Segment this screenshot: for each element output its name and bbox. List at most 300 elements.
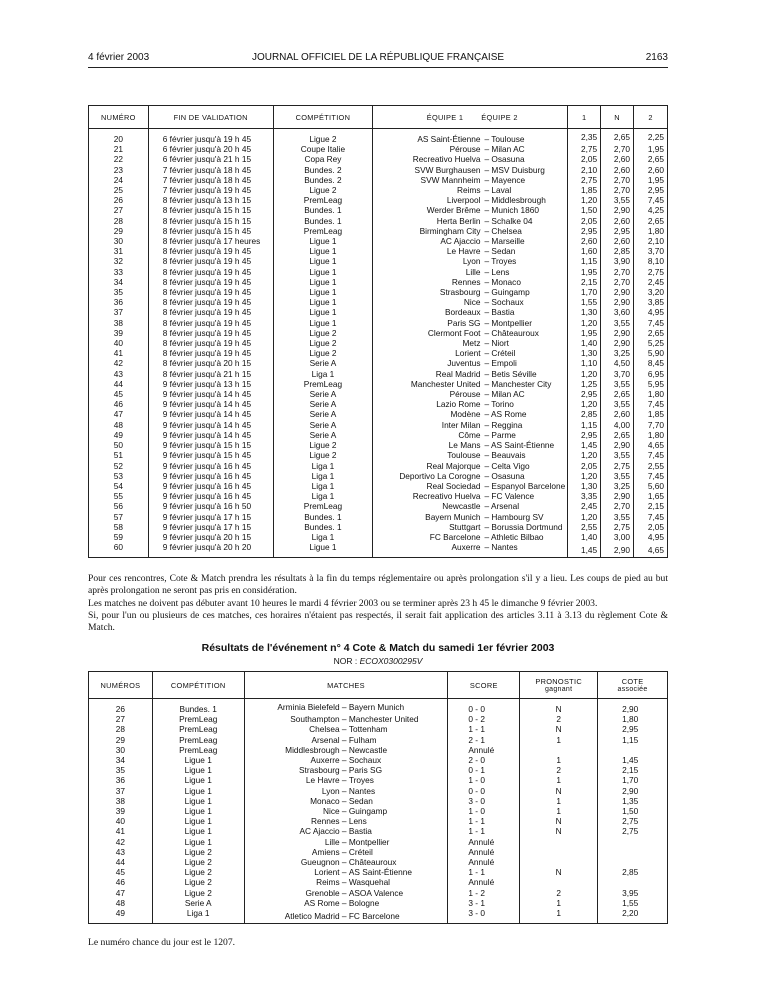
match-validation-end: 9 février jusqu'à 20 h 15 [148,532,273,542]
match-team-1: Recreativo Huelva [373,154,481,164]
result-pronostic: N [520,786,598,796]
result-pronostic: 2 [520,765,598,775]
match-competition: Serie A [273,399,373,409]
result-home-team: Auxerre [310,755,340,766]
result-cote [598,837,668,847]
match-team-2: AS Saint-Étienne [490,440,555,451]
match-number: 20 [89,129,149,145]
result-number: 42 [89,837,153,847]
odds-2: 4,95 [634,307,668,317]
match-team-2: Niort [491,338,509,349]
match-competition: Bundes. 1 [273,512,373,522]
match-competition: Serie A [273,409,373,419]
match-team-2: Monaco [491,276,521,287]
match-competition: Bundes. 1 [273,522,373,532]
result-number: 39 [89,806,153,816]
table-row [89,205,668,215]
table-row [89,307,668,317]
result-pronostic [520,857,598,867]
match-team-2: Manchester City [491,378,552,389]
result-away-team: Sochaux [348,755,382,766]
match-team-1: FC Barcelone [373,532,481,542]
header-journal-title: JOURNAL OFFICIEL DE LA RÉPUBLIQUE FRANÇAISE [251,52,505,63]
match-team-2: Hambourg SV [491,511,544,522]
match-validation-end: 9 février jusqu'à 16 h 50 [148,501,273,511]
result-cote [598,857,668,867]
team-separator: – [339,846,349,857]
result-home-team: Strasbourg [299,765,340,776]
odds-n: 2,65 [601,129,634,145]
odds-2: 2,75 [634,267,668,277]
match-team-2-cell [481,461,568,471]
match-number: 52 [89,461,149,471]
odds-2: 5,60 [634,481,668,491]
table-row [89,369,668,379]
match-number: 35 [89,287,149,297]
match-team-1: Newcastle [373,501,481,511]
match-team-2-cell [481,267,568,277]
team-separator: – [484,409,491,420]
odds-n: 3,90 [601,256,634,266]
odds-2: 2,65 [634,154,668,164]
result-home-team: Arminia Bielefeld [277,701,340,712]
odds-n: 3,55 [601,318,634,328]
result-competition: Ligue 2 [152,888,244,898]
match-team-2-cell [481,440,568,450]
match-validation-end: 8 février jusqu'à 15 h 15 [148,216,273,226]
result-home-team: AS Rome [304,897,340,908]
match-team-2: Montpellier [491,317,533,328]
match-number: 34 [89,277,149,287]
match-team-1: Le Mans [373,440,481,450]
odds-n: 2,70 [601,175,634,185]
result-cote: 1,35 [598,796,668,806]
table-row [89,287,668,297]
match-team-2-cell [481,165,568,175]
result-number: 40 [89,816,153,826]
match-team-2: Milan AC [491,389,525,400]
result-match [244,699,448,715]
team-separator: – [339,755,349,766]
result-match [244,714,448,724]
match-number: 54 [89,481,149,491]
match-validation-end: 8 février jusqu'à 21 h 15 [148,369,273,379]
match-team-2: Guingamp [491,287,530,298]
match-team-2: Laval [491,185,512,196]
matches-table-body [89,129,668,558]
match-number: 47 [89,409,149,419]
result-number: 30 [89,745,153,755]
nor-code: ECOX0300295V [359,656,423,666]
match-validation-end: 8 février jusqu'à 19 h 45 [148,348,273,358]
match-number: 49 [89,430,149,440]
team-separator: – [484,154,492,165]
match-competition: PremLeag [273,379,373,389]
match-team-1: SVW Burghausen [373,165,481,175]
result-away-team: ASOA Valence [348,887,404,898]
result-home-team: Lille [324,836,340,847]
team-separator: – [484,450,492,461]
match-competition: Bundes. 2 [273,175,373,185]
match-number: 53 [89,471,149,481]
result-match [244,898,448,908]
match-competition: Ligue 2 [273,129,373,145]
result-number: 38 [89,796,153,806]
odds-n: 4,00 [601,420,634,430]
odds-n: 2,70 [601,277,634,287]
result-home-team: Southampton [290,714,340,725]
team-separator: – [339,734,349,745]
match-number: 40 [89,338,149,348]
odds-1: 2,95 [568,226,601,236]
nor-label: NOR : [333,656,358,666]
table-row [89,775,668,785]
match-team-2-cell [481,369,568,379]
result-away-team: Bastia [348,826,372,837]
match-team-1: Real Majorque [373,461,481,471]
match-number: 36 [89,297,149,307]
odds-1: 1,20 [568,399,601,409]
match-number: 50 [89,440,149,450]
result-home-team: Lorient [314,867,340,878]
col-equipes [373,106,568,129]
odds-n: 2,90 [601,287,634,297]
result-competition: Ligue 1 [152,765,244,775]
match-team-1: Bordeaux [373,307,481,317]
match-validation-end: 9 février jusqu'à 14 h 45 [148,399,273,409]
results-nor [88,656,668,666]
table-row [89,542,668,558]
team-separator: – [484,460,492,471]
result-cote: 1,80 [598,714,668,724]
odds-n: 2,60 [601,154,634,164]
table-row [89,745,668,755]
match-team-2-cell [481,358,568,368]
odds-2: 8,45 [634,358,668,368]
match-validation-end: 8 février jusqu'à 19 h 45 [148,328,273,338]
match-team-2: Betis Séville [491,368,537,379]
result-match [244,786,448,796]
match-team-2-cell [481,481,568,491]
odds-1: 1,45 [568,542,601,558]
match-team-1: Clermont Foot [373,328,481,338]
odds-1: 2,05 [568,461,601,471]
match-number: 58 [89,522,149,532]
team-separator: – [484,174,492,185]
odds-2: 5,90 [634,348,668,358]
match-team-1: Lyon [373,256,481,266]
match-competition: Bundes. 1 [273,205,373,215]
result-match [244,775,448,785]
table-row [89,267,668,277]
match-number: 51 [89,450,149,460]
result-cote [598,847,668,857]
team-separator: – [484,531,491,542]
odds-1: 2,85 [568,409,601,419]
odds-2: 3,70 [634,246,668,256]
team-separator: – [484,491,492,502]
team-separator: – [484,542,492,553]
match-validation-end: 9 février jusqu'à 14 h 45 [148,409,273,419]
match-validation-end: 7 février jusqu'à 18 h 45 [148,175,273,185]
result-match [244,847,448,857]
result-pronostic: 1 [520,898,598,908]
team-separator: – [484,297,492,308]
match-number: 57 [89,512,149,522]
col-pronostic-line: PRONOSTIC [535,677,582,686]
match-competition: Ligue 2 [273,450,373,460]
team-separator: – [339,816,349,827]
result-away-team: Troyes [348,775,374,786]
result-cote: 2,95 [598,724,668,734]
odds-n: 3,55 [601,512,634,522]
match-number: 28 [89,216,149,226]
table-row [89,185,668,195]
odds-2: 2,05 [634,522,668,532]
match-team-2: Toulouse [491,134,525,144]
match-team-2-cell [481,399,568,409]
odds-1: 1,40 [568,338,601,348]
match-validation-end: 8 février jusqu'à 13 h 15 [148,195,273,205]
odds-n: 2,90 [601,297,634,307]
col-odds-n: N [601,106,634,129]
result-pronostic [520,837,598,847]
match-validation-end: 9 février jusqu'à 14 h 45 [148,389,273,399]
result-match [244,735,448,745]
table-row [89,735,668,745]
result-cote: 3,95 [598,888,668,898]
match-team-1: AS Saint-Étienne [373,129,481,145]
match-team-1: Rennes [373,277,481,287]
odds-n: 2,60 [601,165,634,175]
table-row [89,765,668,775]
match-number: 30 [89,236,149,246]
result-cote [598,877,668,887]
team-separator: – [484,348,492,359]
result-match [244,755,448,765]
table-row [89,522,668,532]
result-pronostic: 1 [520,775,598,785]
match-team-2: Osasuna [491,470,525,481]
result-pronostic: 1 [520,755,598,765]
match-validation-end: 7 février jusqu'à 19 h 45 [148,185,273,195]
match-competition: Ligue 1 [273,256,373,266]
result-competition: Serie A [152,898,244,908]
table-row [89,826,668,836]
match-competition: Ligue 2 [273,440,373,450]
result-cote [598,745,668,755]
match-team-2: Munich 1860 [491,205,539,216]
match-competition: Ligue 1 [273,246,373,256]
result-pronostic: 1 [520,908,598,924]
team-separator: – [484,246,492,257]
page-header [88,52,668,66]
team-separator: – [339,785,349,796]
team-separator: – [339,867,349,878]
odds-2: 1,65 [634,491,668,501]
match-team-1: Bayern Munich [373,512,481,522]
odds-2: 2,25 [634,129,668,145]
odds-1: 1,20 [568,471,601,481]
result-cote: 1,15 [598,735,668,745]
match-validation-end: 9 février jusqu'à 16 h 45 [148,481,273,491]
team-separator: – [339,857,349,868]
note-paragraph-2: Les matches ne doivent pas débuter avant 10 heures le mardi 4 février 2003 ou se terminer après 23 h 45 le dimanche 9 février 2003. [88,598,598,609]
result-competition: Ligue 2 [152,867,244,877]
match-competition: PremLeag [273,501,373,511]
match-team-2-cell [481,195,568,205]
match-competition: Liga 1 [273,369,373,379]
team-separator: – [484,266,492,277]
match-competition: Ligue 2 [273,338,373,348]
team-separator: – [339,714,349,725]
match-number: 31 [89,246,149,256]
match-number: 25 [89,185,149,195]
result-pronostic: 1 [520,806,598,816]
odds-1: 2,35 [568,129,601,145]
matches-header-row [89,106,668,129]
match-team-2-cell [481,450,568,460]
table-row [89,724,668,734]
match-number: 38 [89,318,149,328]
match-validation-end: 9 février jusqu'à 13 h 15 [148,379,273,389]
odds-1: 1,20 [568,512,601,522]
match-team-2-cell [481,205,568,215]
result-pronostic: 1 [520,735,598,745]
result-match [244,908,448,924]
odds-n: 2,85 [601,246,634,256]
match-team-2: Athletic Bilbao [490,531,544,542]
match-number: 37 [89,307,149,317]
match-competition: Serie A [273,430,373,440]
result-away-team: Lens [348,816,367,827]
result-score: 0 - 2 [448,714,520,724]
match-team-2-cell [481,338,568,348]
match-team-2: MSV Duisburg [491,164,545,175]
odds-2: 1,80 [634,430,668,440]
header-date: 4 février 2003 [88,52,150,63]
odds-n: 3,55 [601,195,634,205]
col-fin-validation: FIN DE VALIDATION [148,106,273,129]
result-pronostic: N [520,816,598,826]
match-number: 48 [89,420,149,430]
match-number: 46 [89,399,149,409]
table-row [89,471,668,481]
match-team-2-cell [481,175,568,185]
result-away-team: AS Saint-Étienne [348,867,413,878]
match-competition: Ligue 1 [273,267,373,277]
match-team-1: Paris SG [373,318,481,328]
odds-1: 2,10 [568,165,601,175]
match-team-1: Deportivo La Corogne [373,471,481,481]
result-home-team: Grenoble [305,887,340,898]
odds-1: 1,95 [568,328,601,338]
team-separator: – [484,470,492,481]
odds-2: 7,70 [634,420,668,430]
match-number: 44 [89,379,149,389]
match-validation-end: 8 février jusqu'à 20 h 15 [148,358,273,368]
result-cote: 2,20 [598,908,668,924]
result-competition: Ligue 1 [152,755,244,765]
odds-2: 7,45 [634,195,668,205]
result-cote: 2,85 [598,867,668,877]
table-row [89,847,668,857]
match-validation-end: 9 février jusqu'à 16 h 45 [148,471,273,481]
match-team-1: Recreativo Huelva [373,491,481,501]
result-number: 43 [89,847,153,857]
table-row [89,129,668,145]
match-team-1: Inter Milan [373,420,481,430]
odds-1: 2,60 [568,236,601,246]
match-team-2: Marseille [491,236,525,247]
result-home-team: Monaco [310,795,340,806]
table-row [89,898,668,908]
odds-n: 2,60 [601,216,634,226]
team-separator: – [484,440,491,451]
odds-n: 2,70 [601,185,634,195]
match-team-2: Celta Vigo [491,460,530,471]
match-team-2-cell [481,154,568,164]
match-number: 24 [89,175,149,185]
result-cote: 2,90 [598,786,668,796]
match-competition: Ligue 2 [273,185,373,195]
match-number: 42 [89,358,149,368]
odds-1: 1,55 [568,297,601,307]
odds-n: 2,65 [601,389,634,399]
odds-1: 1,60 [568,246,601,256]
match-team-2-cell [481,307,568,317]
match-team-2-cell [481,185,568,195]
result-cote: 1,50 [598,806,668,816]
result-away-team: Bologne [348,897,380,908]
odds-2: 5,25 [634,338,668,348]
match-team-2: Borussia Dortmund [491,521,563,532]
header-page-number: 2163 [645,52,668,63]
match-team-1: Manchester United [373,379,481,389]
team-separator: – [339,744,349,755]
result-match [244,806,448,816]
col-matches: MATCHES [244,672,448,699]
team-separator: – [484,215,492,226]
table-row [89,806,668,816]
result-score: 3 - 0 [448,796,520,806]
result-cote: 1,55 [598,898,668,908]
result-match [244,816,448,826]
match-team-2-cell [481,389,568,399]
match-validation-end: 8 février jusqu'à 19 h 45 [148,267,273,277]
match-team-1: Liverpool [373,195,481,205]
team-separator: – [339,765,349,776]
match-team-2: AS Rome [490,409,527,420]
odds-n: 2,90 [601,440,634,450]
match-number: 55 [89,491,149,501]
team-separator: – [484,134,492,144]
match-team-2: Empoli [491,358,517,369]
result-score: Annulé [448,847,520,857]
team-separator: – [484,195,492,206]
odds-2: 1,80 [634,389,668,399]
table-row [89,888,668,898]
result-match [244,857,448,867]
match-team-2-cell [481,532,568,542]
table-row [89,144,668,154]
match-team-2-cell [481,216,568,226]
result-away-team: Tottenham [348,724,388,735]
table-row [89,195,668,205]
odds-1: 1,10 [568,358,601,368]
result-score: 1 - 1 [448,867,520,877]
match-number: 45 [89,389,149,399]
